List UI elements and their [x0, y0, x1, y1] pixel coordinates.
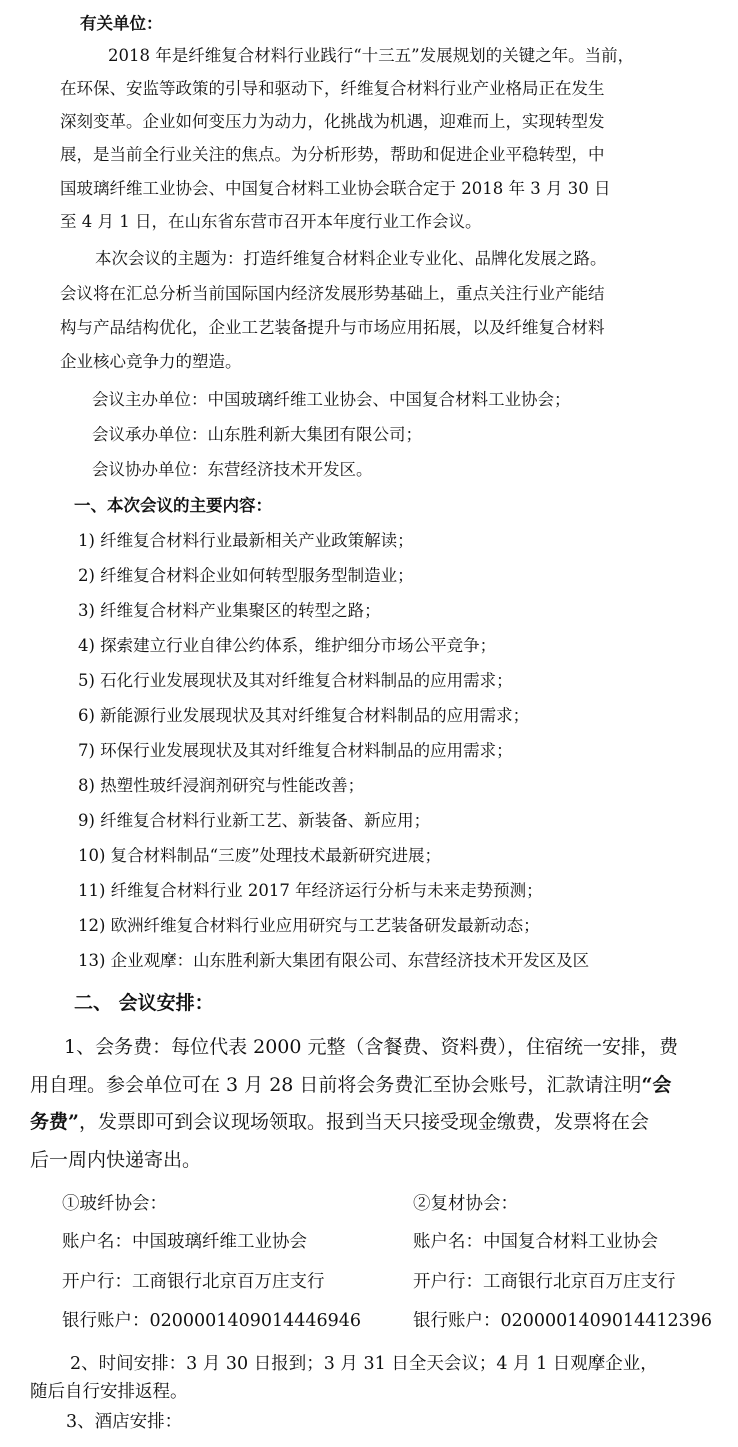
- agenda-item: 1) 纤维复合材料行业最新相关产业政策解读；: [78, 531, 414, 550]
- section-2-title: 二、 会议安排：: [74, 992, 214, 1014]
- agenda-item: 7) 环保行业发展现状及其对纤维复合材料制品的应用需求；: [78, 741, 513, 760]
- fee-line: [30, 1107, 649, 1134]
- intro-line: 国玻璃纤维工业协会、中国复合材料工业协会联合定于 2018 年 3 月 30 日: [60, 179, 611, 198]
- account-1-title: ①玻纤协会：: [62, 1194, 167, 1214]
- account-1-bank: 开户行：工商银行北京百万庄支行: [62, 1272, 325, 1292]
- agenda-item: 2) 纤维复合材料企业如何转型服务型制造业；: [78, 566, 414, 585]
- organizer-host: 会议主办单位：中国玻璃纤维工业协会、中国复合材料工业协会；: [92, 390, 571, 409]
- agenda-item: 9) 纤维复合材料行业新工艺、新装备、新应用；: [78, 811, 431, 830]
- intro-line: 至 4 月 1 日，在山东省东营市召开本年度行业工作会议。: [60, 212, 482, 231]
- account-2-title: ②复材协会：: [413, 1194, 518, 1214]
- agenda-item: 3) 纤维复合材料产业集聚区的转型之路；: [78, 601, 381, 620]
- account-1-name: 账户名：中国玻璃纤维工业协会: [62, 1232, 307, 1252]
- organizer-undertaker: 会议承办单位：山东胜利新大集团有限公司；: [92, 425, 422, 444]
- agenda-item: 13) 企业观摩：山东胜利新大集团有限公司、东营经济技术开发区及区: [78, 951, 590, 970]
- theme-line: 企业核心竞争力的塑造。: [60, 352, 242, 371]
- fee-emphasis: “会: [641, 1074, 672, 1096]
- theme-line: 构与产品结构优化，企业工艺装备提升与市场应用拓展，以及纤维复合材料: [60, 318, 605, 337]
- fee-line: [30, 1070, 671, 1097]
- intro-line: 2018 年是纤维复合材料行业践行“十三五”发展规划的关键之年。当前，: [108, 46, 635, 65]
- time-line: 随后自行安排返程。: [30, 1382, 188, 1402]
- account-2-name: 账户名：中国复合材料工业协会: [413, 1232, 658, 1252]
- fee-text: ，发票即可到会议现场领取。报到当天只接受现金缴费，发票将在会: [78, 1111, 649, 1133]
- salutation: 有关单位：: [80, 14, 163, 33]
- account-1-number: 银行账户：0200001409014446946: [62, 1311, 362, 1331]
- fee-line: 后一周内快递寄出。: [30, 1149, 202, 1171]
- agenda-item: 4) 探索建立行业自律公约体系，维护细分市场公平竞争；: [78, 636, 497, 655]
- account-2-bank: 开户行：工商银行北京百万庄支行: [413, 1272, 676, 1292]
- intro-line: 展，是当前全行业关注的焦点。为分析形势，帮助和促进企业平稳转型，中: [60, 145, 605, 164]
- organizer-coorganizer: 会议协办单位：东营经济技术开发区。: [92, 460, 373, 479]
- agenda-item: 10) 复合材料制品“三废”处理技术最新研究进展；: [78, 846, 442, 865]
- hotel-line: 3、酒店安排：: [66, 1412, 183, 1432]
- agenda-item: 5) 石化行业发展现状及其对纤维复合材料制品的应用需求；: [78, 671, 513, 690]
- section-1-title: 一、本次会议的主要内容：: [74, 496, 272, 515]
- theme-line: 本次会议的主题为：打造纤维复合材料企业专业化、品牌化发展之路。: [95, 249, 607, 268]
- agenda-item: 8) 热塑性玻纤浸润剂研究与性能改善；: [78, 776, 365, 795]
- agenda-item: 11) 纤维复合材料行业 2017 年经济运行分析与未来走势预测；: [78, 881, 543, 900]
- intro-line: 深刻变革。企业如何变压力为动力，化挑战为机遇，迎难而上，实现转型发: [60, 112, 605, 131]
- account-2-number: 银行账户：0200001409014412396: [413, 1311, 713, 1331]
- agenda-item: 12) 欧洲纤维复合材料行业应用研究与工艺装备研发最新动态；: [78, 916, 540, 935]
- agenda-item: 6) 新能源行业发展现状及其对纤维复合材料制品的应用需求；: [78, 706, 530, 725]
- theme-line: 会议将在汇总分析当前国际国内经济发展形势基础上，重点关注行业产能结: [60, 284, 605, 303]
- intro-line: 在环保、安监等政策的引导和驱动下，纤维复合材料行业产业格局正在发生: [60, 79, 605, 98]
- fee-line: 1、会务费：每位代表 2000 元整（含餐费、资料费），住宿统一安排，费: [64, 1036, 679, 1058]
- fee-emphasis: 务费”: [30, 1111, 79, 1133]
- fee-text: 用自理。参会单位可在 3 月 28 日前将会务费汇至协会账号，汇款请注明: [30, 1074, 642, 1096]
- time-line: 2、时间安排：3 月 30 日报到；3 月 31 日全天会议；4 月 1 日观摩企业，: [70, 1354, 658, 1374]
